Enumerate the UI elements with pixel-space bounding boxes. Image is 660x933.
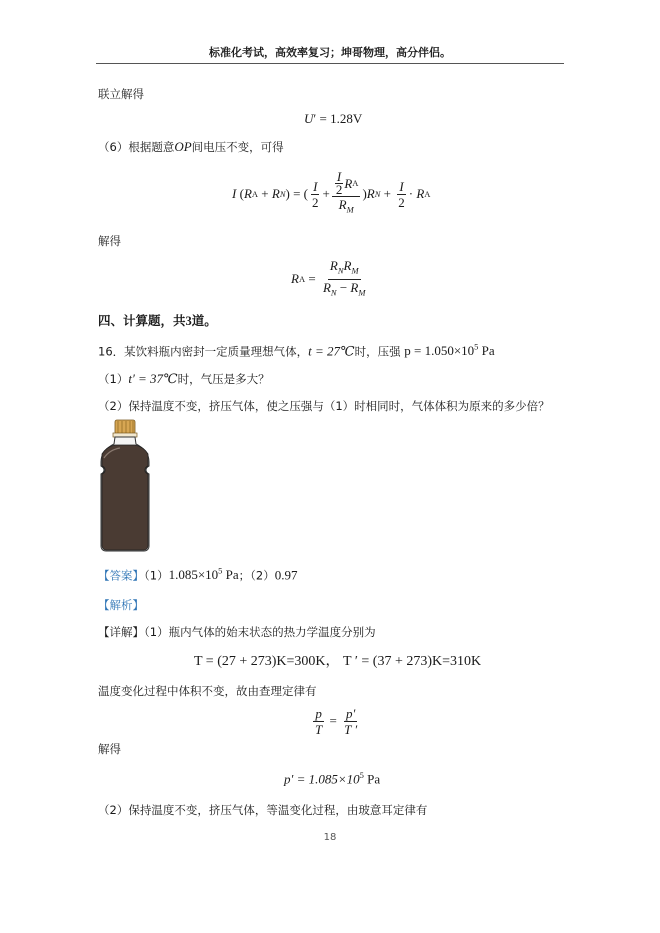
answer-1-value: 1.085×10 — [168, 567, 219, 583]
detail-line-1 — [98, 624, 376, 640]
q16-lead: 16．某饮料瓶内密封一定质量理想气体， — [98, 344, 309, 359]
answer-1-exp: 5 — [218, 566, 223, 576]
q16-pressure-unit: Pa — [481, 343, 495, 359]
section-count: 3 — [185, 314, 192, 328]
q16-1-temperature: t′ = 37℃ — [128, 371, 178, 386]
bottle-illustration — [96, 418, 154, 552]
q16-pressure-exp: 5 — [474, 342, 479, 352]
equation-temperatures — [194, 650, 481, 670]
detail-tag: 【详解】 — [98, 625, 144, 639]
equation-t-final: T ′ = (37 + 273)K=310K — [343, 654, 482, 669]
q16-1-label: （1） — [98, 372, 129, 386]
page-header: 标准化考试，高效率复习；坤哥物理，高分伴侣。 — [209, 46, 451, 59]
q16-temperature: t = 27℃ — [308, 343, 355, 359]
answer-1-label: （1） — [144, 568, 169, 583]
answer-tag: 【答案】 — [98, 568, 144, 583]
p-result-value: p′ = 1.085×10 — [284, 771, 360, 787]
answer-line — [98, 566, 298, 583]
answer-separator: ；（2） — [238, 568, 275, 583]
equation-ra: R A = $\frac{R_NR_M}{R_N - R_M}$ — [291, 257, 366, 298]
q6-op: OP — [174, 139, 192, 154]
frac-half-i-1: $\frac{I}{2}$ — [312, 178, 319, 210]
page-number: 18 — [323, 832, 337, 843]
equation-p-result — [284, 770, 380, 787]
equation-u-prime: U′ = 1.28V — [304, 111, 363, 126]
section-title-tail: 道。 — [191, 313, 217, 328]
q6-tail: 间电压不变，可得 — [191, 140, 284, 154]
section-title-lead: 四、计算题，共 — [98, 313, 186, 328]
question-16-part1 — [98, 371, 270, 387]
header-rule — [96, 63, 564, 64]
detail-1-text: （1）瓶内气体的始末状态的热力学温度分别为 — [144, 625, 376, 639]
text-q6 — [98, 139, 284, 155]
equation-charles: $\frac{p}{T}$ = $\frac{p'}{T '}$ — [315, 705, 358, 737]
text-charles-law: 温度变化过程中体积不变，故由查理定律有 — [98, 684, 317, 698]
p-result-unit: Pa — [367, 771, 381, 787]
question-16 — [98, 342, 495, 359]
section-title — [98, 311, 217, 329]
u-value: 1.28V — [330, 111, 363, 126]
q16-1-tail: 时，气压是多大？ — [177, 372, 270, 386]
answer-2-value: 0.97 — [274, 567, 298, 583]
detail-line-2: （2）保持温度不变，挤压气体，等温变化过程，由玻意耳定律有 — [98, 803, 428, 817]
q6-lead: （6）根据题意 — [98, 140, 175, 154]
q16-pressure: p = 1.050×10 — [404, 343, 475, 359]
equation-t-initial: T = (27 + 273)K=300K， — [194, 654, 340, 669]
text-lianli: 联立解得 — [98, 87, 144, 101]
question-16-part2: （2）保持温度不变，挤压气体，使之压强与（1）时相同时，气体体积为原来的多少倍？ — [98, 399, 550, 413]
p-result-exp: 5 — [359, 770, 364, 780]
analysis-tag: 【解析】 — [98, 598, 144, 612]
frac-half-i-2: $\frac{I}{2}$ — [398, 178, 405, 210]
q16-mid: 时，压强 — [354, 344, 401, 359]
text-jiede-1: 解得 — [98, 234, 121, 248]
answer-1-unit: Pa — [225, 567, 239, 583]
equation-current-balance: I ( R A + R N ) = ( $\frac{I}{2}$ + $\frac{I}{2}$ R A $R_M$ ) R N + $\frac{I}{2}$ · R A — [232, 166, 430, 222]
bottle-body — [102, 445, 148, 550]
frac-nested: $\frac{I}{2}$ R A $R_M$ — [332, 171, 361, 218]
text-jiede-2: 解得 — [98, 742, 121, 756]
